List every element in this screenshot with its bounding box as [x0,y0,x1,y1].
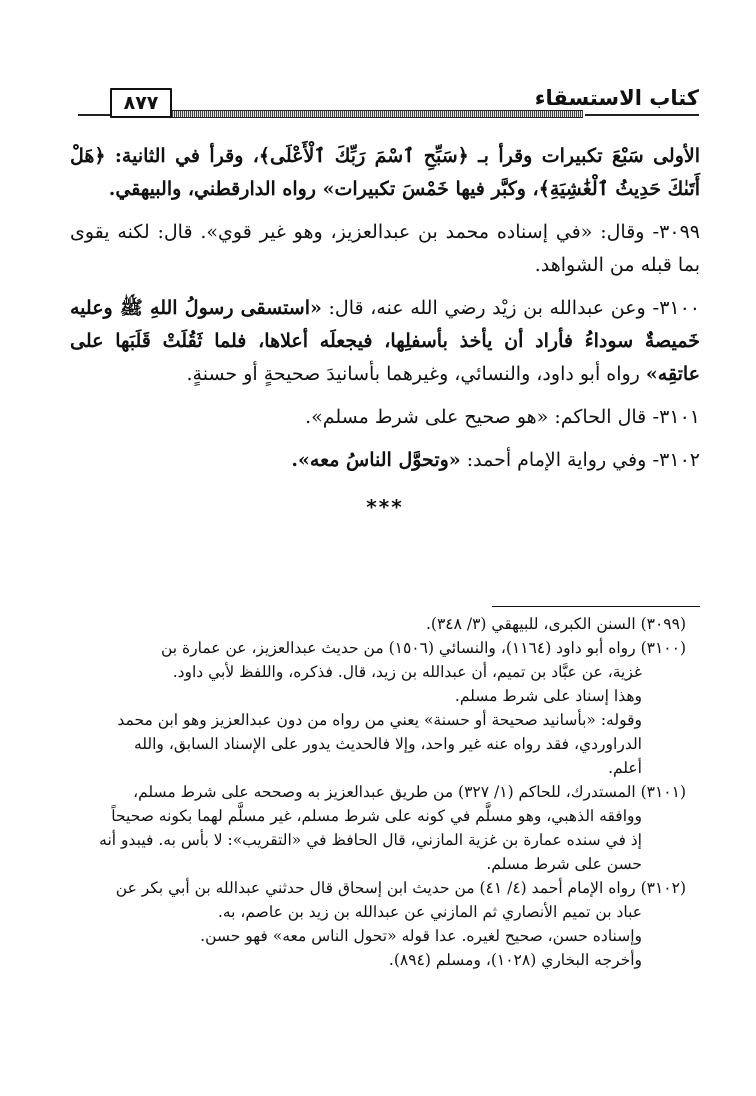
header-rule-left [78,114,110,116]
footnote-3099: (٣٠٩٩) السنن الكبرى، للبيهقي (٣/ ٣٤٨). [425,615,686,633]
hadith-number: ٣١٠١- [652,406,700,428]
footnote-line: وهذا إسناد على شرط مسلم. [454,687,642,705]
footnote-line: الدراوردي، فقد رواه عنه غير واحد، وإلا فالحديث يدور على الإسناد السابق، والله [133,735,642,753]
paragraph-3102 [70,444,700,477]
page-number: ٨٧٧ [110,88,172,118]
paragraph-text: وقال: «في إسناده محمد بن عبدالعزيز، وهو غير قوي». قال: لكنه يقوى بما قبله من الشواهد. [70,221,700,276]
footnote-line: ووافقه الذهبي، وهو مسلَّم في كونه على شرط مسلم، غير مسلَّم لهما بكونه صحيحاً [111,807,642,825]
hadith-number: ٣١٠٠- [652,297,701,319]
paragraph-intro: وعن عبدالله بن زيْد رضي الله عنه، قال: [328,297,646,319]
footnote-line: (٣١٠٢) رواه الإمام أحمد (٤/ ٤١) من حديث ابن إسحاق قال حدثني عبدالله بن أبي بكر عن [115,879,686,897]
hadith-number: ٣١٠٢- [652,449,700,471]
footnote-line: أعلم. [608,759,642,777]
hadith-quote: «استسقى رسولُ اللهِ ﷺ وعليه خَميصةٌ سوداءُ فأراد أن يأخذ بأسفلِها، فيجعلَه أعلاها، فلما ثَقُلَتْ قَلَبَها على عاتقِه» [70,297,700,385]
section-separator: *** [366,495,404,519]
header-rule-right [585,114,699,116]
footnote-line: (٣١٠١) المستدرك، للحاكم (١/ ٣٢٧) من طريق عبدالعزيز به وصححه على شرط مسلم، [133,783,686,801]
footnote-line: غزية، عن عبَّاد بن تميم، أن عبدالله بن زيد، قال. فذكره، واللفظ لأبي داود. [172,663,642,681]
chapter-title: كتاب الاستسقاء [534,86,699,110]
header-decorative-rule [170,110,583,118]
footnote-rule [492,606,700,607]
paragraph-text: قال الحاكم: «هو صحيح على شرط مسلم». [305,406,647,428]
paragraph-continued: الأولى سَبْعَ تكبيرات وقرأ بـ ﴿سَبِّحِ ٱسْمَ رَبِّكَ ٱلْأَعْلَى﴾، وقرأ في الثانية: ﴿هَلْ أَتَىٰكَ حَدِيثُ ٱلْغَٰشِيَةِ﴾، وكبَّر فيها خَمْسَ تكبيرات» رواه الدارقطني، والبيهقي. [70,145,700,200]
footnote-line: وقوله: «بأسانيد صحيحة أو حسنة» يعني من رواه من دون عبدالعزيز وهو ابن محمد [117,711,642,729]
footnote-line: حسن على شرط مسلم. [486,855,642,873]
footnote-3102 [64,876,686,972]
footnotes [64,612,686,972]
paragraph-3100 [70,292,700,391]
running-header [78,84,699,122]
footnote-3101 [64,780,686,876]
footnote-line: وإسناده حسن، صحيح لغيره. عدا قوله «تحول الناس معه» فهو حسن. [200,927,642,945]
footnote-line: (٣١٠٠) رواه أبو داود (١١٦٤)، والنسائي (١٥٠٦) من حديث عبدالعزيز، عن عمارة بن [160,639,686,657]
paragraph-3099 [70,216,700,282]
hadith-number: ٣٠٩٩- [652,221,700,243]
hadith-quote: «وتحوَّل الناسُ معه». [291,449,461,471]
footnote-line: عباد بن تميم الأنصاري ثم المازني عن عبدالله بن زيد بن عاصم، به. [217,903,642,921]
paragraph-intro: وفي رواية الإمام أحمد: [466,449,647,471]
footnote-line: وأخرجه البخاري (١٠٢٨)، ومسلم (٨٩٤). [388,951,642,969]
main-text [70,140,700,519]
footnote-line: إذ في سنده عمارة بن غزية المازني، قال الحافظ في «التقريب»: لا بأس به. فيبدو أنه [99,831,642,849]
paragraph-3101 [70,401,700,434]
footnote-3100 [64,636,686,780]
paragraph-source: رواه أبو داود، والنسائي، وغيرهما بأسانيدَ صحيحةٍ أو حسنةٍ. [186,363,640,385]
